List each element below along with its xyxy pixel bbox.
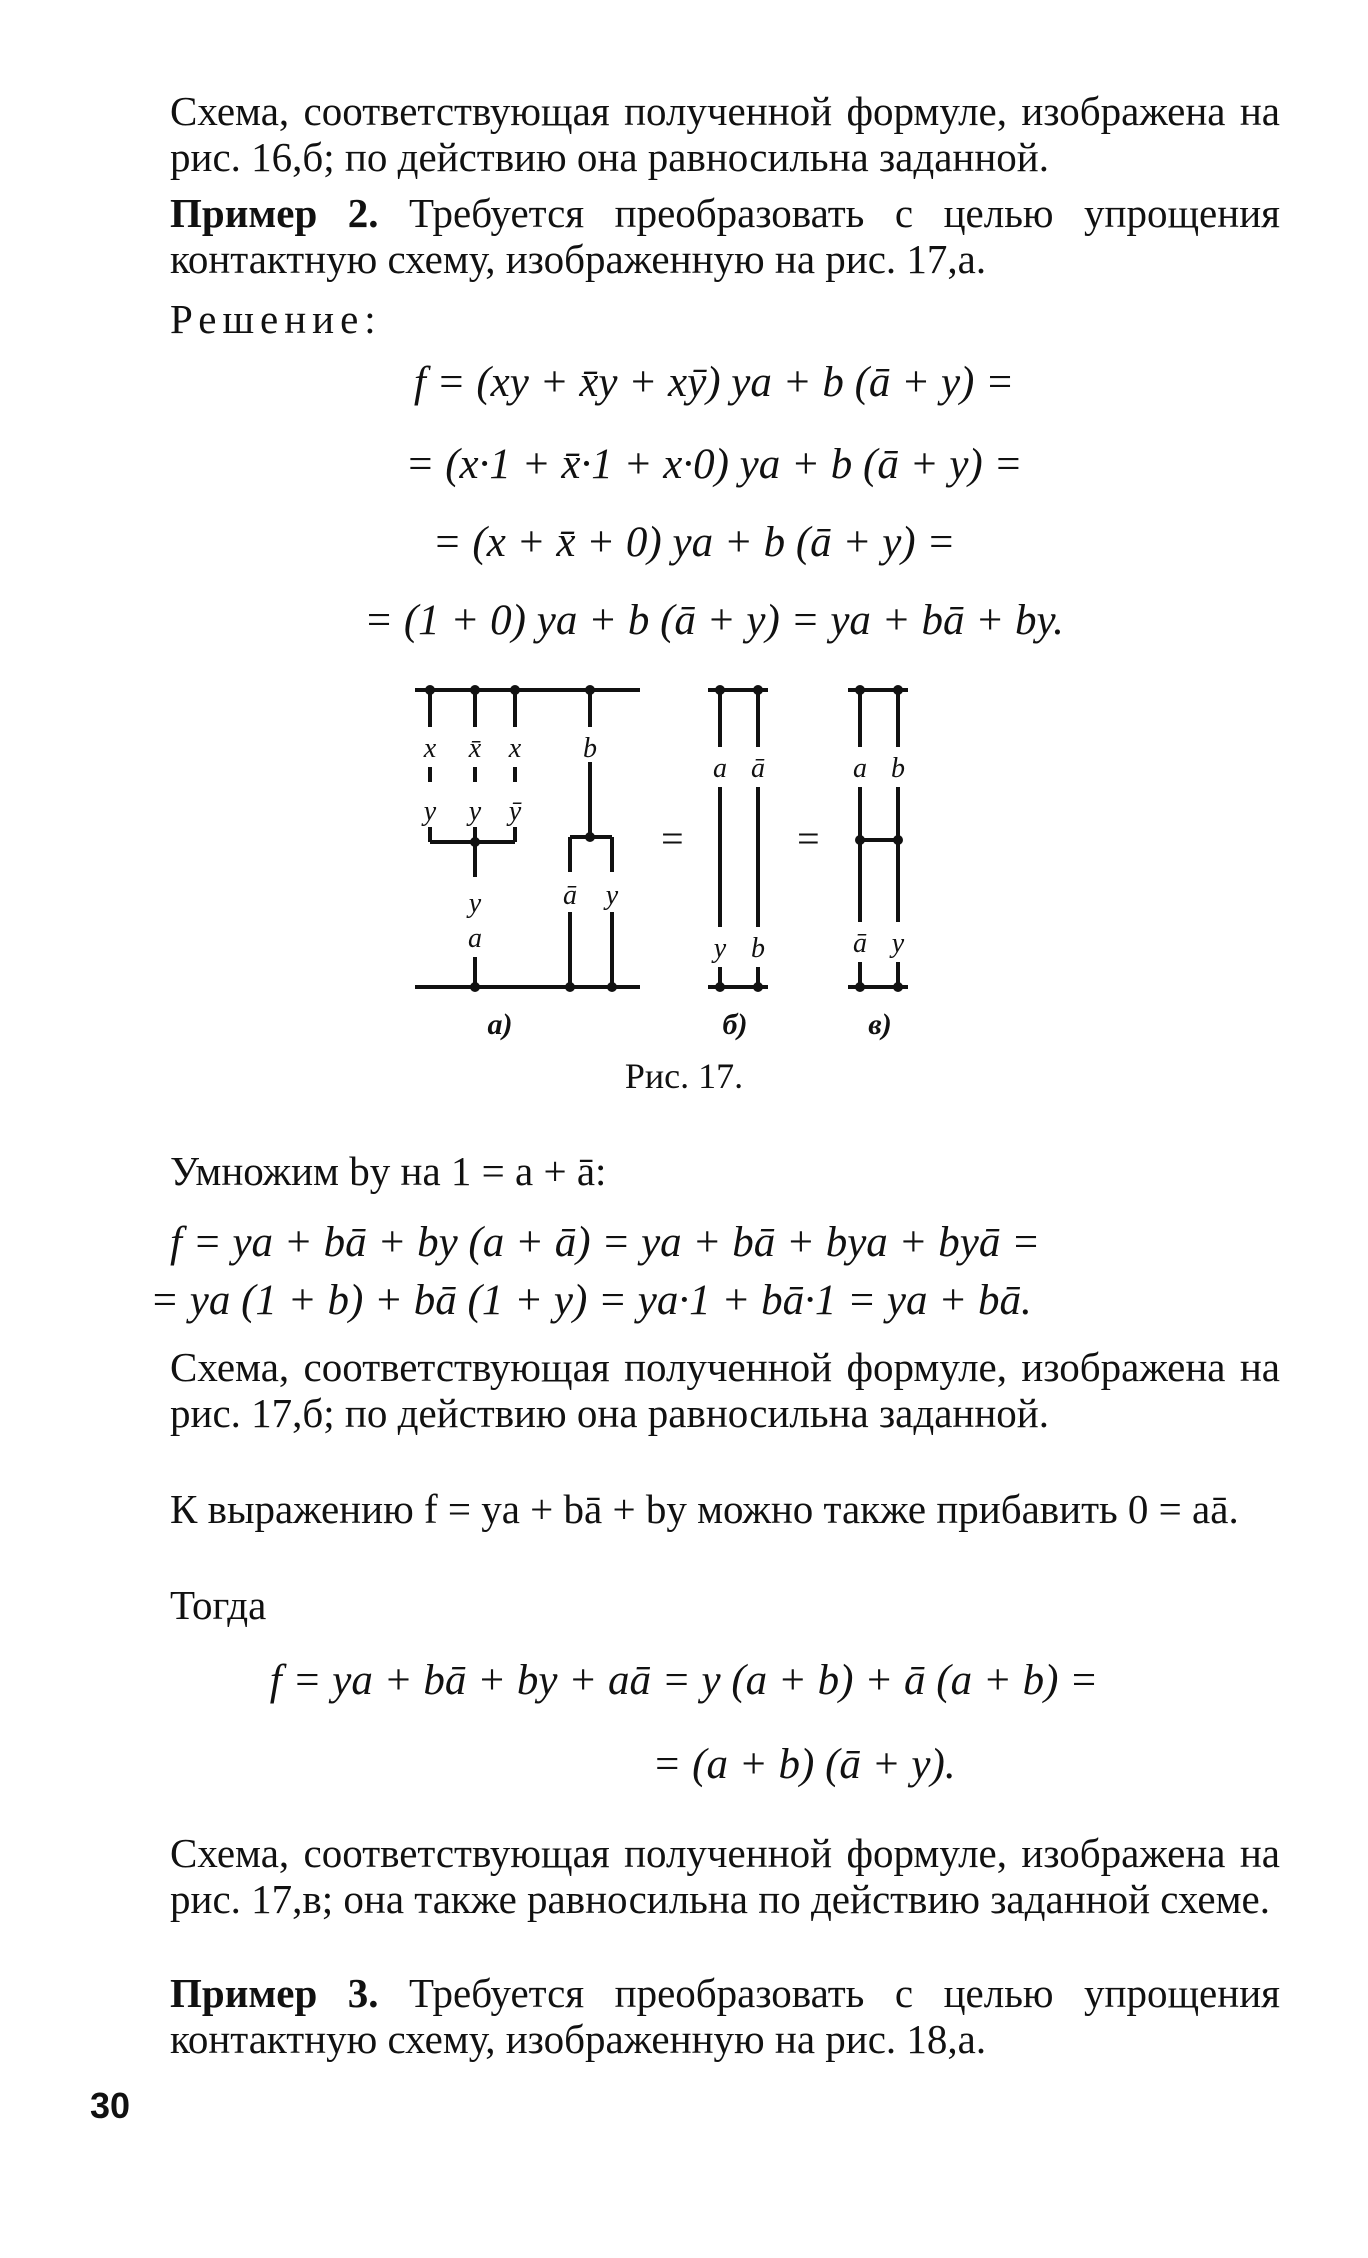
contact-label: y [713,933,727,964]
contact-label: a [713,753,727,784]
formula-1-line-4: = (1 + 0) ya + b (ā + y) = ya + bā + by. [364,597,1064,644]
paragraph-scheme-b: Схема, соответствующая полученной формуле, изображена на рис. 17,б; по действию она равносильна заданной. [170,1344,1280,1436]
paragraph-intro: Схема, соответствующая полученной формуле, изображена на рис. 16,б; по действию она равносильна заданной. [170,88,1280,180]
contact-label: y [891,928,905,959]
example-2-paragraph [170,190,1280,282]
multiply-line: Умножим by на 1 = a + ā: [170,1148,607,1194]
contact-label: x [508,733,522,764]
subfigure-label-c: в) [868,1008,892,1041]
contact-label: y [468,888,482,919]
contact-label: a [468,923,482,954]
contact-label: y [605,880,619,911]
equals-sign: = [658,816,686,861]
contact-label: a [853,753,867,784]
contact-label: x̄ [468,733,482,764]
then-word: Тогда [170,1582,267,1628]
example-2-text: Требуется преобразовать с целью упрощения контактную схему, изображенную на рис. 17,а. [170,190,1280,282]
formula-2-line-2: = ya (1 + b) + bā (1 + y) = ya·1 + bā·1 = ya + bā. [150,1277,1032,1324]
contact-label: x [423,733,437,764]
contact-label: y [423,796,437,827]
contact-label: b [891,753,905,784]
paragraph-add-zero: К выражению f = ya + bā + by можно также прибавить 0 = aā. [170,1486,1239,1532]
contact-label: b [583,733,597,764]
example-3-label: Пример 3. [170,1970,379,2016]
example-3-text: Требуется преобразовать с целью упрощения контактную схему, изображенную на рис. 18,а. [170,1970,1280,2062]
formula-3-line-1: f = ya + bā + by + aā = y (a + b) + ā (a + b) = [269,1657,1099,1704]
equals-sign: = [794,816,822,861]
contact-label: ā [563,880,577,911]
subfigure-label-a: а) [487,1008,513,1041]
figure-17-contact-schemes [390,672,1010,1042]
contact-label: y [468,796,482,827]
formula-1-line-1: f = (xy + x̄y + xȳ) ya + b (ā + y) = [413,359,1015,406]
formula-1-line-2: = (x·1 + x̄·1 + x·0) ya + b (ā + y) = [405,441,1023,488]
example-3-paragraph [170,1970,1280,2062]
example-2-label: Пример 2. [170,190,379,236]
paragraph-scheme-c: Схема, соответствующая полученной формуле, изображена на рис. 17,в; она также равносильна по действию заданной схеме. [170,1830,1280,1922]
contact-label: ā [751,753,765,784]
subfigure-label-b: б) [722,1008,748,1041]
formula-3-line-2: = (a + b) (ā + y). [652,1741,956,1788]
figure-caption: Рис. 17. [624,1056,744,1096]
formula-1-line-3: = (x + x̄ + 0) ya + b (ā + y) = [432,519,956,566]
contact-label: ā [853,928,867,959]
formula-2-line-1: f = ya + bā + by (a + ā) = ya + bā + bya + byā = [170,1219,1041,1266]
contact-label: ȳ [508,796,522,827]
solution-heading: Решение: [170,296,382,342]
page-number: 30 [90,2085,131,2126]
contact-label: b [751,933,765,964]
